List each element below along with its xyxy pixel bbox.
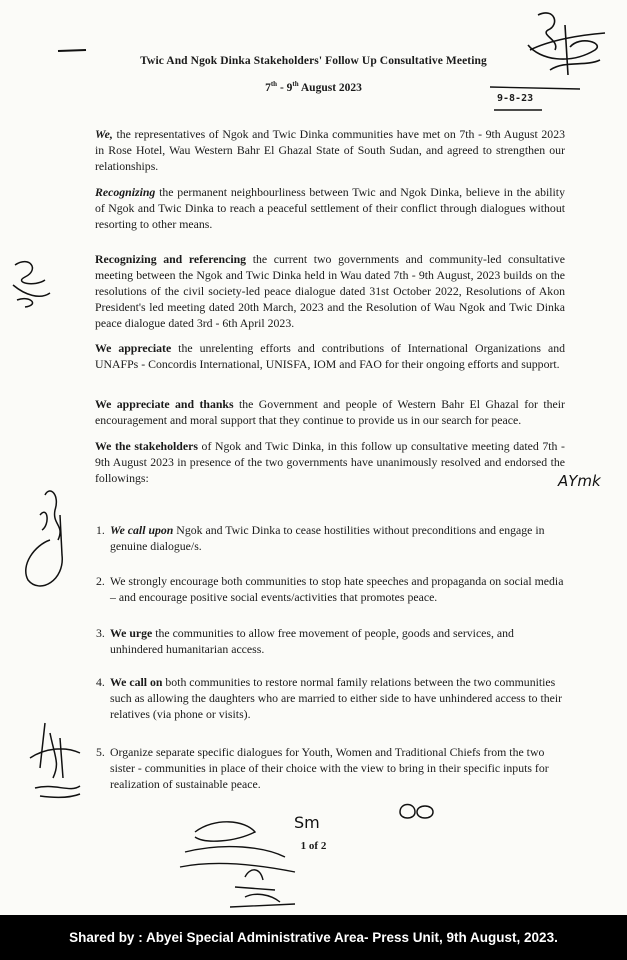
resolution-item-1: 1. We call upon Ngok and Twic Dinka to cease hostilities without preconditions and engage in genuine dialogue/s. [96,523,545,553]
resolution-item-4: 4. We call on both communities to restore normal family relations between the two communities such as allowing the daughters who are married to either side to have unhindered access to their relatives (via phone or visits). [96,675,563,721]
paragraph-5: We appreciate and thanks the Government and people of Western Bahr El Ghazal for their encouragement and moral support that they continue to provide us in our search for peace. [95,397,565,427]
signature-right-margin [556,466,616,496]
signature-left-3 [25,718,85,808]
resolution-item-3: 3. We urge the communities to allow free movement of people, goods and services, and unhindered humanitarian access. [96,626,514,656]
paragraph-3: Recognizing and referencing the current two governments and community-led consultative meeting between the Ngok and Twic Dinka held in Wau dated 7th - 9th August, 2023 builds on the resolutions of the civil society-led peace dialogue dated 31st October 2022, Resolutions of Akon President's led meeting dated 20th March, 2023 and the Resolution of Wau Ngok and Twic Dinka peace dialogue dated 3rd - 6th April 2023. [95,252,565,330]
signature-bottom-initials-text: Sm [294,813,320,832]
footer-credit-banner: Shared by : Abyei Special Administrative Area- Press Unit, 9th August, 2023. [0,915,627,960]
document-title: Twic And Ngok Dinka Stakeholders' Follow Up Consultative Meeting [140,55,487,67]
page-number: 1 of 2 [300,840,327,852]
resolution-item-2: 2. We strongly encourage both communities to stop hate speeches and propaganda on social media – and encourage positive social events/activities that promotes peace. [96,574,564,604]
paragraph-6: We the stakeholders of Ngok and Twic Dinka, in this follow up consultative meeting dated 7th - 9th August 2023 in presence of the two governments have unanimously resolved and endorsed the followings: [95,439,565,485]
signature-bottom-right [395,800,440,825]
paragraph-4: We appreciate the unrelenting efforts and contributions of International Organizations and UNAFPs - Concordis International, UNISFA, IOM and FAO for their ongoing efforts and support. [95,341,566,371]
paragraph-1: We, the representatives of Ngok and Twic Dinka communities have met on 7th - 9th August 2023 in Rose Hotel, Wau Western Bahr El Ghazal State of South Sudan, and agreed to strengthen our relationships. [95,127,565,173]
signature-left-1 [5,255,55,310]
signature-right-margin-text: AYmk [558,472,601,490]
margin-dash-mark [58,48,88,54]
signature-left-2 [20,485,80,600]
paragraph-2: Recognizing the permanent neighbourliness between Twic and Ngok Dinka, believe in the ability of Ngok and Twic Dinka to reach a peaceful settlement of their conflict through dialogues without resorting to other means. [95,185,565,231]
meeting-date: 7th - 9th August 2023 [265,80,362,94]
stamp-underline [494,108,544,112]
signature-top-right [510,5,610,95]
resolution-item-5: 5. Organize separate specific dialogues for Youth, Women and Traditional Chiefs from the two sister - communities in place of their choice with the view to bring in their specific inputs for realization of sustainable peace. [96,745,549,791]
stamp-date: 9-8-23 [497,93,534,104]
signature-bottom-center [175,812,315,912]
